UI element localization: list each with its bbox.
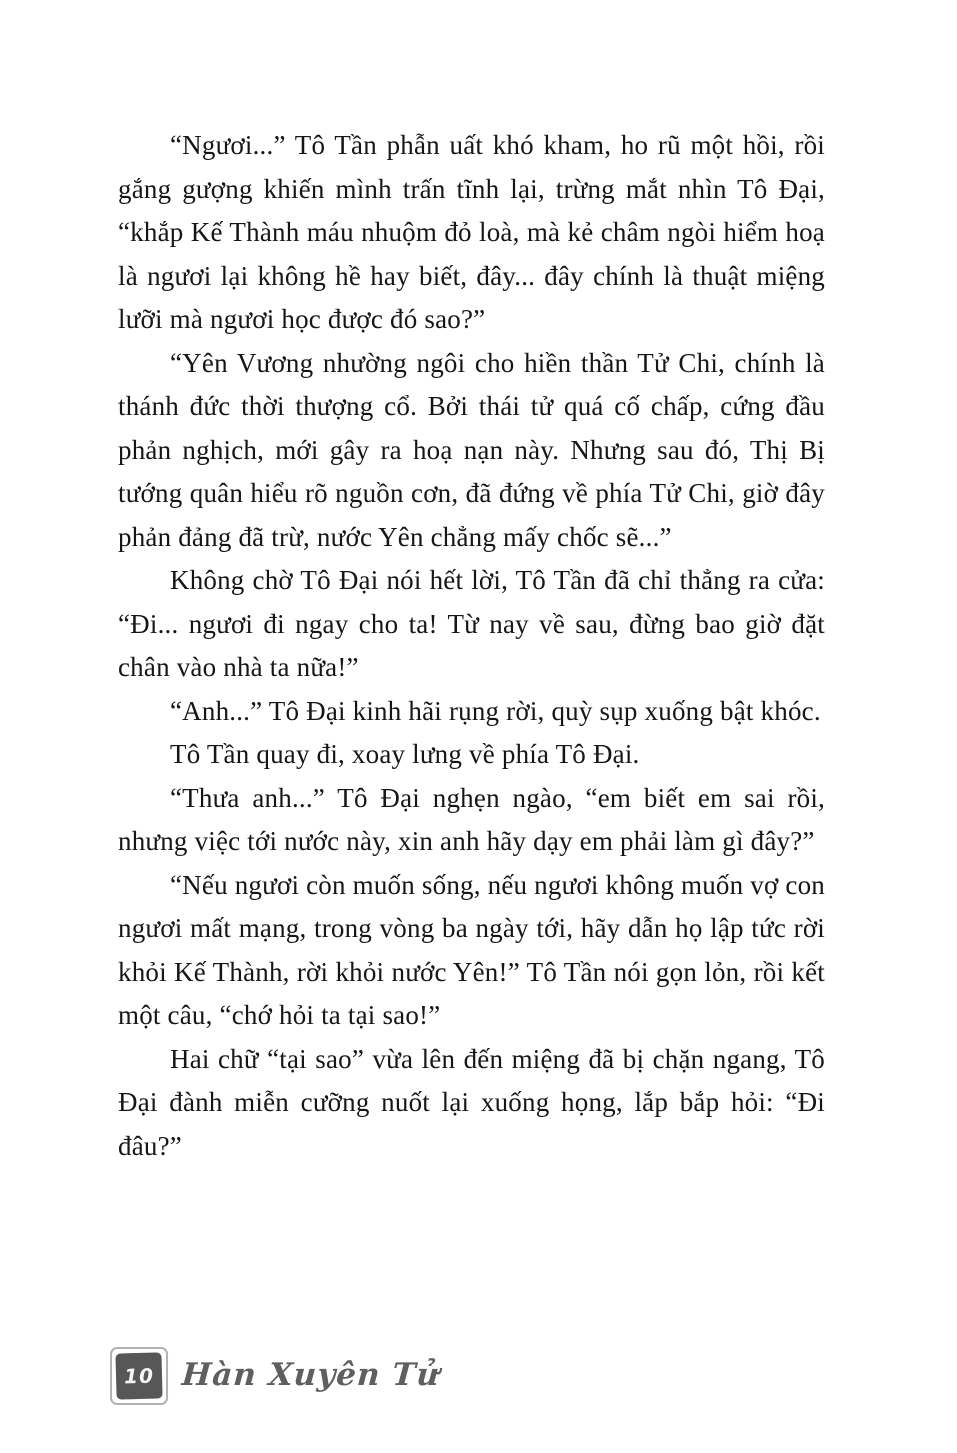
paragraph: “Yên Vương nhường ngôi cho hiền thần Tử Chi, chính là thánh đức thời thượng cổ. Bởi thái tử quá cố chấp, cứng đầu phản nghịch, mới gây ra hoạ nạn này. Nhưng sau đó, Thị Bị tướng quân hiểu rõ nguồn cơn, đã đứng về phía Tử Chi, giờ đây phản đảng đã trừ, nước Yên chẳng mấy chốc sẽ...”	[118, 347, 825, 552]
page-number: 10	[123, 1363, 155, 1389]
page-footer	[114, 1344, 440, 1406]
badge-background	[115, 1352, 162, 1399]
author-signature: Hàn Xuyên Tử	[180, 1357, 442, 1393]
page-number-badge	[113, 1349, 164, 1400]
paragraph: Tô Tần quay đi, xoay lưng về phía Tô Đại.	[170, 739, 640, 769]
paragraph: “Thưa anh...” Tô Đại nghẹn ngào, “em biết em sai rồi, nhưng việc tới nước này, xin anh hãy dạy em phải làm gì đây?”	[118, 782, 825, 856]
body-text	[118, 124, 825, 1168]
paragraph: Hai chữ “tại sao” vừa lên đến miệng đã bị chặn ngang, Tô Đại đành miễn cưỡng nuốt lại xuống họng, lắp bắp hỏi: “Đi đâu?”	[118, 1043, 825, 1161]
paragraph: “Anh...” Tô Đại kinh hãi rụng rời, quỳ sụp xuống bật khóc.	[170, 695, 821, 726]
paragraph: Không chờ Tô Đại nói hết lời, Tô Tần đã chỉ thẳng ra cửa: “Đi... ngươi đi ngay cho ta! Từ nay về sau, đừng bao giờ đặt chân vào nhà ta nữa!”	[118, 565, 825, 682]
paragraph: “Nếu ngươi còn muốn sống, nếu ngươi không muốn vợ con ngươi mất mạng, trong vòng ba ngày tới, hãy dẫn họ lập tức rời khỏi Kế Thành, rời khỏi nước Yên!” Tô Tần nói gọn lỏn, rồi kết một câu, “chớ hỏi ta tại sao!”	[118, 869, 825, 1030]
paragraph: “Ngươi...” Tô Tần phẫn uất khó kham, ho rũ một hồi, rồi gắng gượng khiến mình trấn tĩnh lại, trừng mắt nhìn Tô Đại, “khắp Kế Thành máu nhuộm đỏ loà, mà kẻ châm ngòi hiểm hoạ là ngươi lại không hề hay biết, đây... đây chính là thuật miệng lưỡi mà ngươi học được đó sao?”	[118, 130, 825, 334]
